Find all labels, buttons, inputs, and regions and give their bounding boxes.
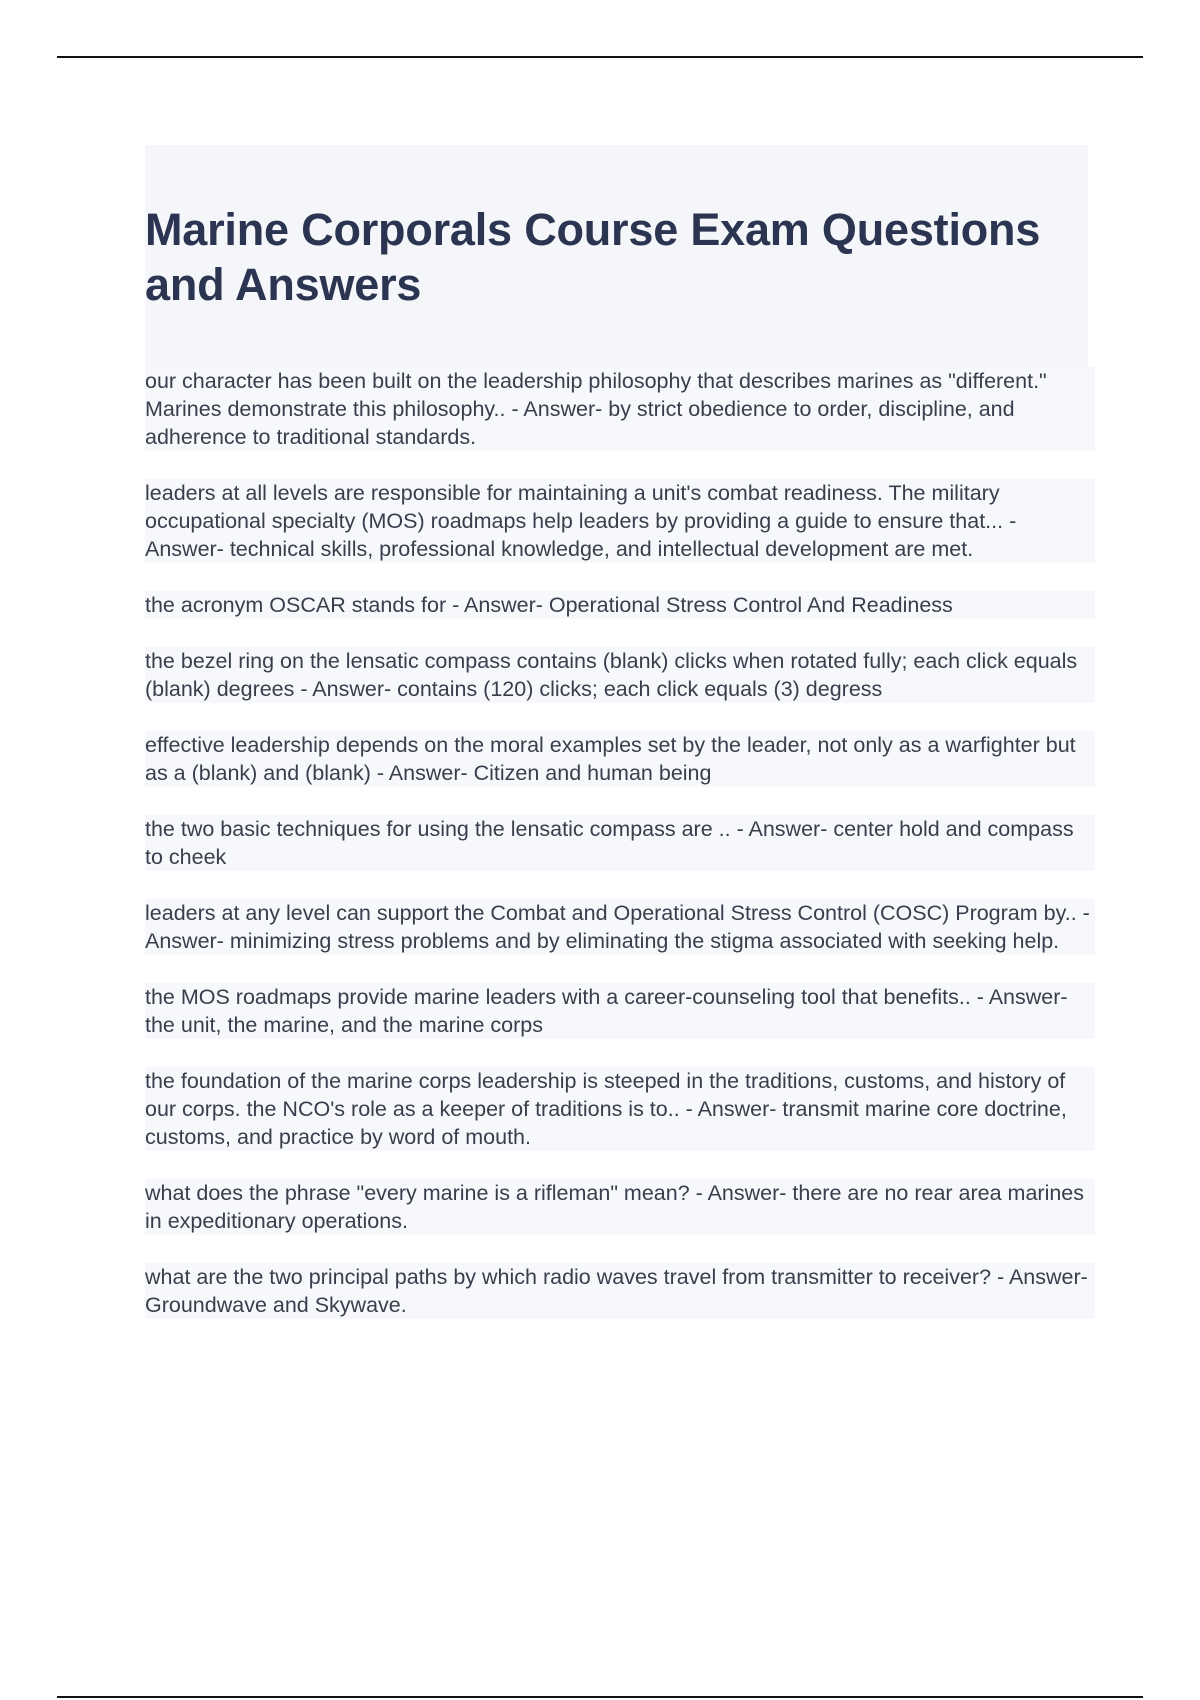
qa-item: leaders at any level can support the Combat and Operational Stress Control (COSC) Program by.. - Answer- minimizing stress problems and by eliminating the stigma associated with seeking help.	[145, 899, 1095, 955]
bottom-rule	[57, 1696, 1143, 1698]
qa-item: the MOS roadmaps provide marine leaders with a career-counseling tool that benefits.. - Answer- the unit, the marine, and the marine corps	[145, 983, 1095, 1039]
document-title: Marine Corporals Course Exam Questions and Answers	[145, 204, 1041, 310]
qa-item: what are the two principal paths by which radio waves travel from transmitter to receiver? - Answer- Groundwave and Skywave.	[145, 1263, 1095, 1319]
qa-item: the bezel ring on the lensatic compass contains (blank) clicks when rotated fully; each click equals (blank) degrees - Answer- contains (120) clicks; each click equals (3) degress	[145, 647, 1095, 703]
qa-item: leaders at all levels are responsible for maintaining a unit's combat readiness. The military occupational specialty (MOS) roadmaps help leaders by providing a guide to ensure that... - Answer- technical skills, professional knowledge, and intellectual development are met.	[145, 479, 1095, 563]
qa-item: our character has been built on the leadership philosophy that describes marines as "different." Marines demonstrate this philosophy.. - Answer- by strict obedience to order, discipline, and adherence to traditional standards.	[145, 367, 1095, 451]
qa-item: effective leadership depends on the moral examples set by the leader, not only as a warfighter but as a (blank) and (blank) - Answer- Citizen and human being	[145, 731, 1095, 787]
title-block	[145, 145, 1088, 367]
qa-list	[145, 367, 1095, 1347]
top-rule	[57, 56, 1143, 58]
qa-item: the acronym OSCAR stands for - Answer- Operational Stress Control And Readiness	[145, 591, 1095, 619]
qa-item: the two basic techniques for using the lensatic compass are .. - Answer- center hold and compass to cheek	[145, 815, 1095, 871]
qa-item: the foundation of the marine corps leadership is steeped in the traditions, customs, and history of our corps. the NCO's role as a keeper of traditions is to.. - Answer- transmit marine core doctrine, customs, and practice by word of mouth.	[145, 1067, 1095, 1151]
qa-item: what does the phrase "every marine is a rifleman" mean? - Answer- there are no rear area marines in expeditionary operations.	[145, 1179, 1095, 1235]
